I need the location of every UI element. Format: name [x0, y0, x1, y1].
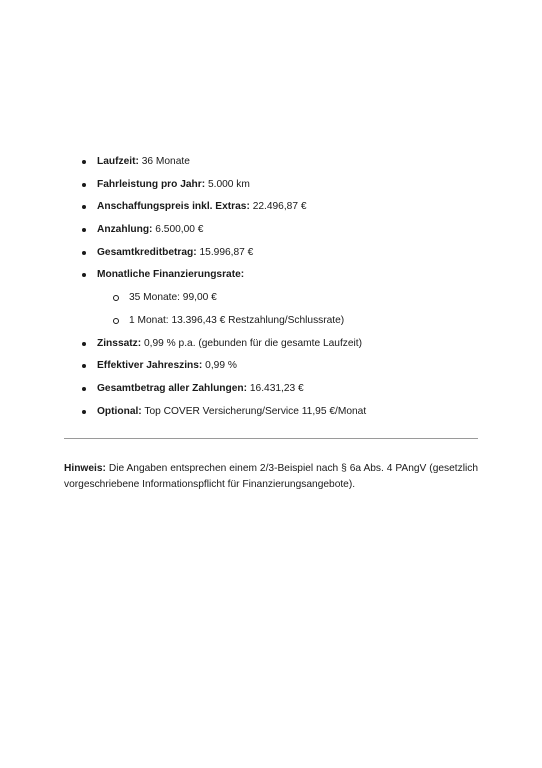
note-label: Hinweis: — [64, 463, 106, 475]
item-label: Laufzeit: — [97, 156, 139, 167]
bullet-icon — [82, 251, 86, 255]
item-label: Anschaffungspreis inkl. Extras: — [97, 201, 250, 213]
list-item-fahrleistung — [80, 177, 500, 200]
item-label: Gesamtbetrag aller Zahlungen: — [97, 382, 248, 394]
bullet-icon — [82, 228, 86, 232]
list-item-gesamtbetrag — [80, 381, 500, 404]
item-label: Fahrleistung pro Jahr: — [97, 178, 206, 190]
list-item-anschaffungspreis — [80, 199, 500, 222]
list-item-zinssatz — [80, 336, 500, 359]
item-label: Gesamtkreditbetrag: — [97, 246, 197, 258]
item-value: 16.431,23 € — [247, 382, 304, 394]
horizontal-divider — [64, 438, 478, 439]
item-value: 0,99 % p.a. (gebunden für die gesamte Laufzeit) — [141, 337, 363, 349]
list-item-monatliche-rate — [80, 267, 500, 290]
item-label: Zinssatz: — [97, 337, 142, 349]
sub-list-item-35-monate — [80, 290, 500, 313]
item-value: 22.496,87 € — [249, 201, 307, 213]
list-item-laufzeit — [80, 154, 500, 177]
sub-item-text: 35 Monate: 99,00 € — [129, 292, 217, 304]
bullet-icon — [82, 273, 86, 277]
item-value: 15.996,87 € — [196, 246, 254, 258]
bullet-icon — [82, 160, 86, 164]
item-value: 5.000 km — [205, 178, 250, 190]
item-value: 0,99 % — [202, 360, 237, 372]
list-item-anzahlung — [80, 222, 500, 245]
sub-list-item-1-monat — [80, 313, 500, 336]
bullet-icon — [82, 387, 86, 391]
item-label: Optional: — [97, 405, 142, 417]
hinweis-paragraph — [64, 461, 478, 493]
bullet-icon — [82, 342, 86, 346]
list-item-gesamtkreditbetrag — [80, 245, 500, 268]
bullet-icon — [82, 205, 86, 209]
note-text: Die Angaben entsprechen einem 2/3-Beispiel nach § 6a Abs. 4 PAngV (gesetzlich vorgeschriebene Informationspflicht für Finanzierungsangebote). — [64, 463, 478, 491]
bullet-icon — [82, 364, 86, 368]
item-value: 36 Monate — [138, 156, 190, 167]
list-item-effektiver-jahreszins — [80, 358, 500, 381]
circle-bullet-icon — [113, 295, 119, 301]
bullet-icon — [82, 183, 86, 187]
circle-bullet-icon — [113, 318, 119, 324]
financing-details-list — [80, 154, 500, 426]
item-label: Anzahlung: — [97, 224, 153, 236]
item-value: 6.500,00 € — [152, 224, 204, 236]
item-label: Monatliche Finanzierungsrate: — [97, 269, 245, 281]
list-item-optional — [80, 404, 500, 427]
item-value: Top COVER Versicherung/Service 11,95 €/Monat — [141, 405, 367, 417]
item-label: Effektiver Jahreszins: — [97, 360, 203, 372]
sub-item-text: 1 Monat: 13.396,43 € Restzahlung/Schlussrate) — [129, 314, 345, 326]
bullet-icon — [82, 410, 86, 414]
